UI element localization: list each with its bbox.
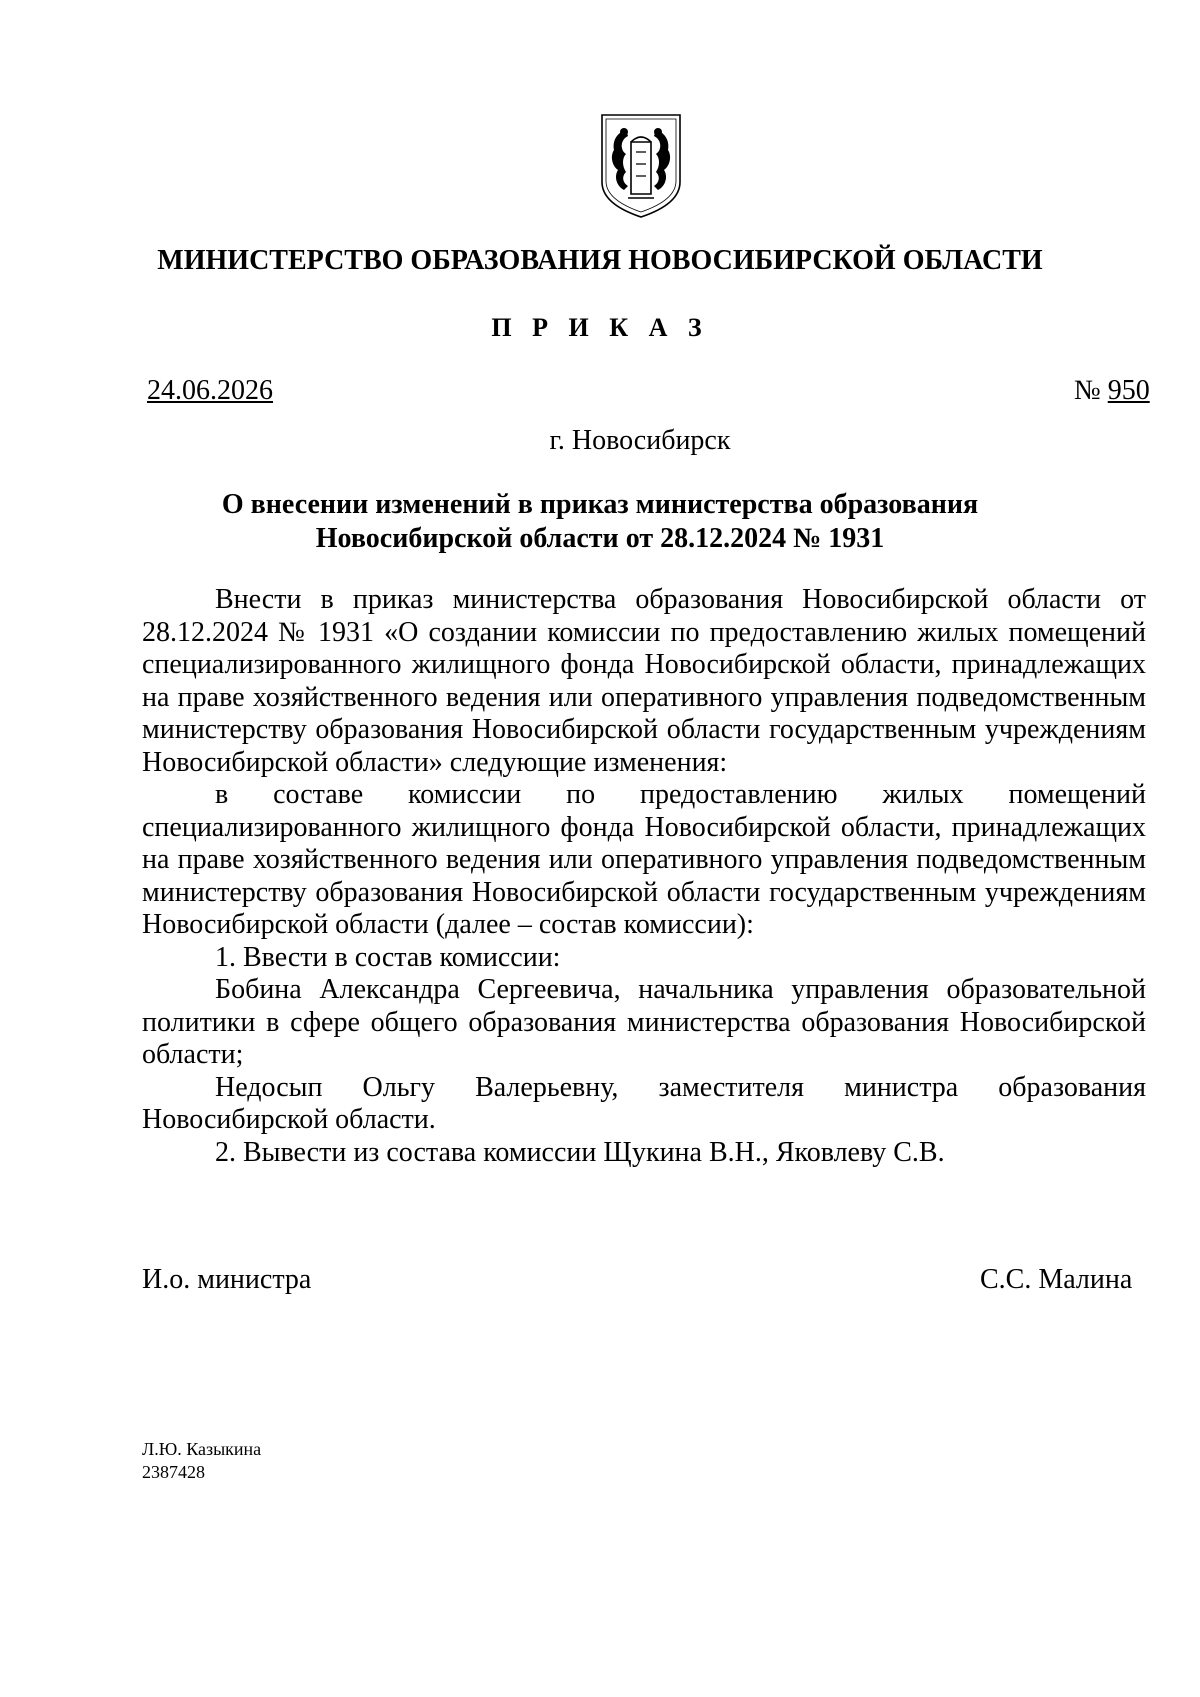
subject-line-1: О внесении изменений в приказ министерства образования [221,489,979,520]
signatory-name: С.С. Малина [980,1264,1133,1295]
ministry-name: МИНИСТЕРСТВО ОБРАЗОВАНИЯ НОВОСИБИРСКОЙ ОБЛАСТИ [157,245,1043,276]
order-subject [200,488,1000,556]
body-paragraph-4: Бобина Александра Сергеевича, начальника управления образовательной политики в сфере общего образования министерства образования Новосибирской области; [142,974,1146,1070]
order-date: 24.06.2026 [147,375,273,406]
subject-line-2: Новосибирской области от 28.12.2024 № 1931 [315,523,885,554]
city: г. Новосибирск [549,425,731,456]
body-paragraph-6: 2. Вывести из состава комиссии Щукина В.Н., Яковлеву С.В. [215,1136,945,1168]
number-value: 950 [1107,375,1150,406]
body-paragraph-2: в составе комиссии по предоставлению жилых помещений специализированного жилищного фонда Новосибирской области, принадлежащих на праве хозяйственного ведения или оперативного управления подведомственным министерству образования Новосибирской области государственным учреждениям Новосибирской области (далее – состав комиссии): [142,779,1146,940]
executor-phone: 2387428 [142,1462,205,1482]
body-paragraph-5: Недосып Ольгу Валерьевну, заместителя министра образования Новосибирской области. [142,1071,1146,1135]
number-sign: № [1074,375,1108,406]
document-type-title: П Р И К А З [491,313,709,342]
executor-block [142,1438,261,1484]
order-body [142,584,1146,1169]
body-paragraph-1: Внести в приказ министерства образования Новосибирской области от 28.12.2024 № 1931 «О создании комиссии по предоставлению жилых помещений специализированного жилищного фонда Новосибирской области, принадлежащих на праве хозяйственного ведения или оперативного управления подведомственным министерству образования Новосибирской области государственным учреждениям Новосибирской области» следующие изменения: [142,584,1146,778]
body-paragraph-3: 1. Ввести в состав комиссии: [215,941,561,973]
order-number [1074,374,1150,408]
executor-name: Л.Ю. Казыкина [142,1439,262,1459]
signatory-role: И.о. министра [142,1264,312,1295]
coat-of-arms-emblem [598,112,684,220]
